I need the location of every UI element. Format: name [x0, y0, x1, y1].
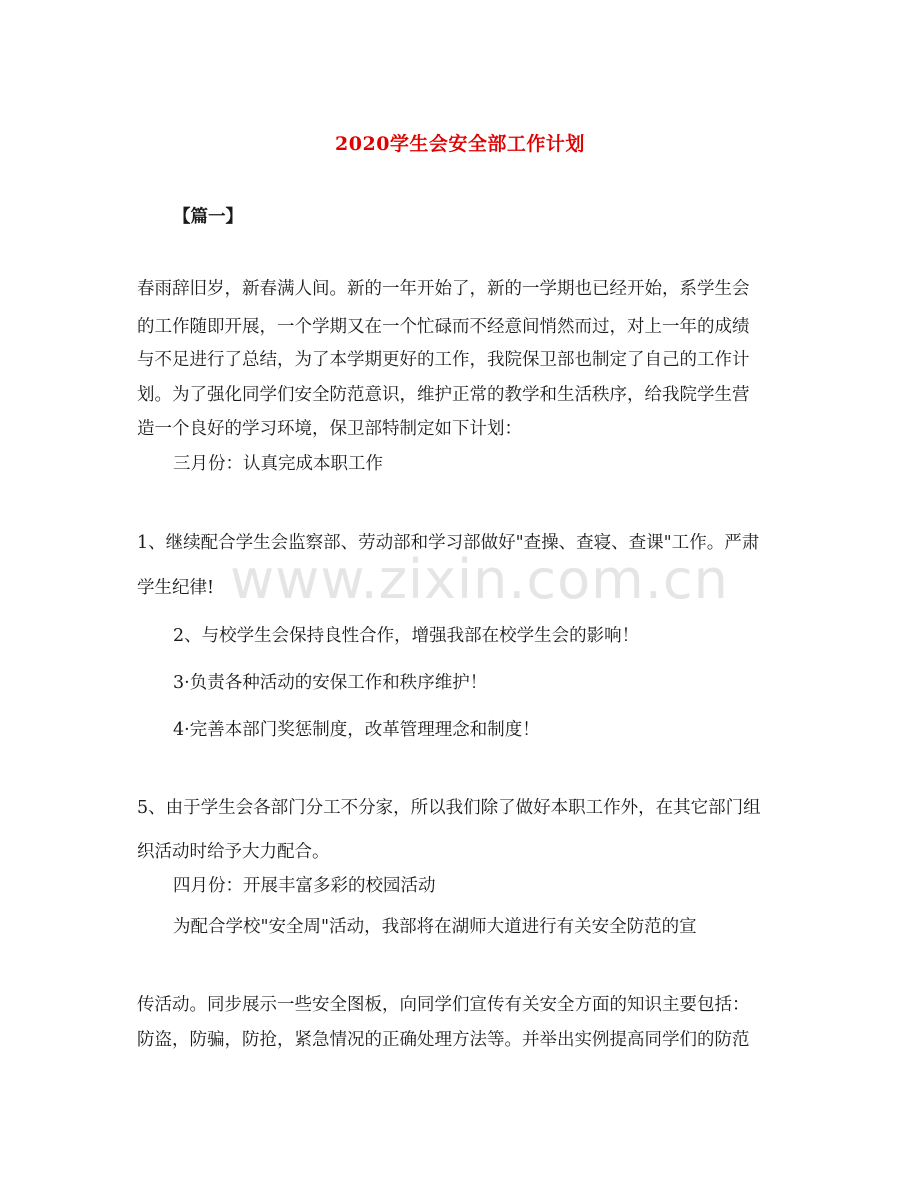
item-3: 3·负责各种活动的安保工作和秩序维护！ [173, 673, 488, 693]
section-label: 【篇一】 [173, 207, 243, 227]
intro-line: 造一个良好的学习环境，保卫部特制定如下计划： [137, 419, 522, 439]
item-5-line: 织活动时给予大力配合。 [137, 842, 330, 862]
intro-line: 春雨辞旧岁，新春满人间。新的一年开始了，新的一学期也已经开始，系学生会 [137, 279, 750, 299]
april-heading: 四月份：开展丰富多彩的校园活动 [173, 876, 436, 896]
april-paragraph-line: 为配合学校"安全周"活动，我部将在湖师大道进行有关安全防范的宣 [173, 917, 697, 937]
april-paragraph-line: 传活动。同步展示一些安全图板，向同学们宣传有关安全方面的知识主要包括： [137, 995, 750, 1015]
document-title: 2020学生会安全部工作计划 [335, 133, 585, 155]
april-paragraph-line: 防盗，防骗，防抢，紧急情况的正确处理方法等。并举出实例提高同学们的防范 [137, 1030, 750, 1050]
item-4: 4·完善本部门奖惩制度，改革管理理念和制度！ [173, 720, 540, 740]
intro-line: 的工作随即开展，一个学期又在一个忙碌而不经意间悄然而过，对上一年的成绩 [137, 317, 750, 337]
item-2: 2、与校学生会保持良性合作，增强我部在校学生会的影响！ [173, 626, 640, 646]
march-heading: 三月份：认真完成本职工作 [173, 454, 383, 474]
intro-line: 与不足进行了总结，为了本学期更好的工作，我院保卫部也制定了自己的工作计 [137, 350, 750, 370]
watermark: www.zixin.com.cn [230, 548, 729, 611]
item-5-line: 5、由于学生会各部门分工不分家，所以我们除了做好本职工作外，在其它部门组 [137, 798, 761, 818]
item-1-line: 学生纪律! [137, 578, 215, 598]
item-1-line: 1、继续配合学生会监察部、劳动部和学习部做好"查操、查寝、查课"工作。严肃 [137, 533, 760, 553]
intro-line: 划。为了强化同学们安全防范意识，维护正常的教学和生活秩序，给我院学生营 [137, 385, 750, 405]
